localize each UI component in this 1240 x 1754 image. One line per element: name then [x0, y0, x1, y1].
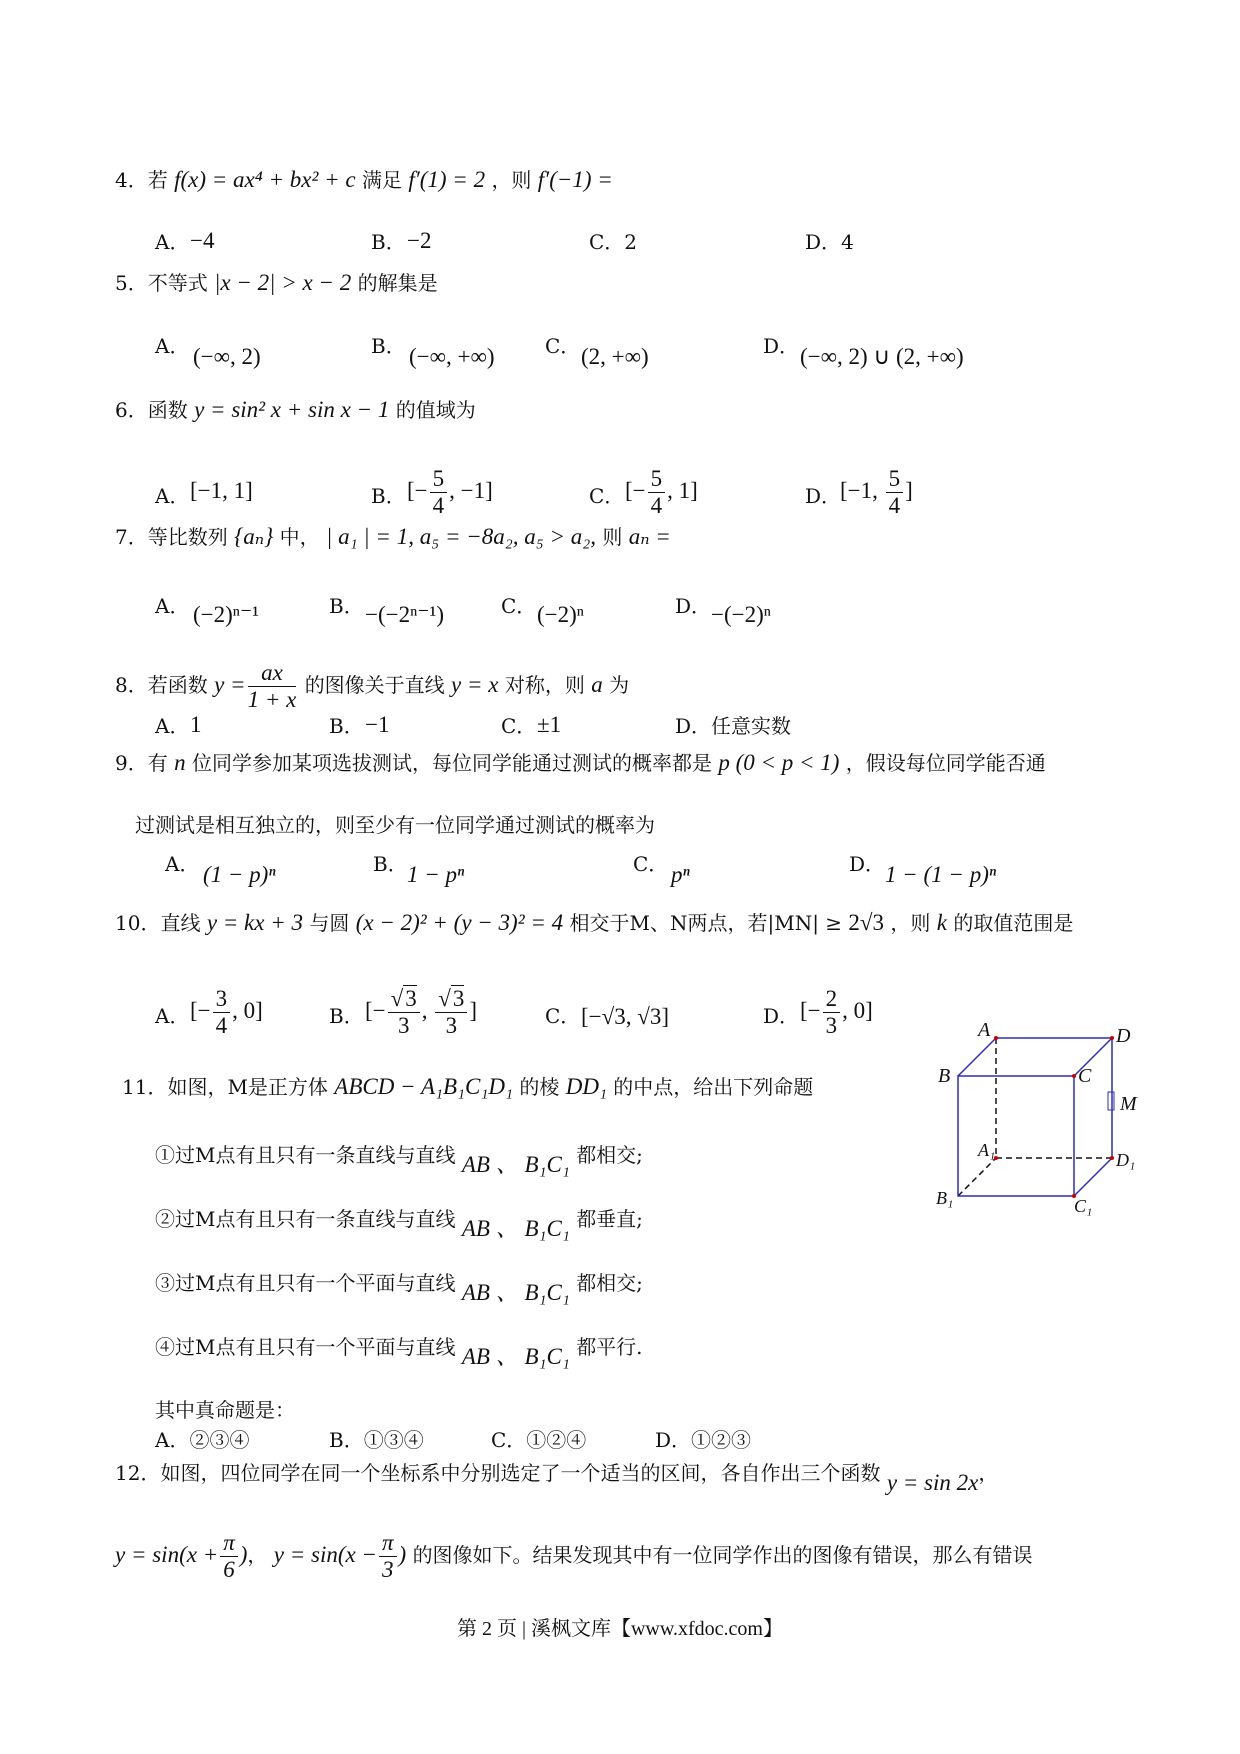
- q11-prop1-pre: ①过M点有且只有一条直线与直线: [155, 1143, 456, 1167]
- q11-prop3-post: 都相交;: [576, 1271, 643, 1295]
- q11-option-a: A．②③④: [155, 1428, 250, 1452]
- q6-option-a: [−1, 1]: [190, 478, 253, 503]
- q11-proposition-1: [155, 1136, 643, 1177]
- q4-text1: 满足: [361, 168, 402, 192]
- question-5: [115, 268, 438, 298]
- q6-option-b: [− $\frac{5}{4}$ , −1]: [407, 466, 493, 518]
- q11-prop2-lines: AB 、 B₁C₁: [461, 1216, 570, 1241]
- q11-prop3-pre: ③过M点有且只有一个平面与直线: [155, 1271, 456, 1295]
- q8-text1: 的图像关于直线: [304, 673, 445, 697]
- q11-prop1-lines: AB 、 B₁C₁: [461, 1152, 570, 1177]
- q8-text3: 为: [609, 673, 630, 697]
- q4-options: [155, 226, 1055, 266]
- q10-text2: 相交于M、N两点，若|MN| ≥: [569, 911, 843, 935]
- q11-proposition-2: [155, 1200, 643, 1241]
- q8-number: 8．若函数: [115, 673, 208, 697]
- label-A: A: [978, 1020, 991, 1041]
- q10-line: y = kx + 3: [206, 910, 303, 935]
- question-12-continued: [115, 1530, 1033, 1583]
- q7-sequence: {aₙ}: [234, 524, 274, 549]
- q8-function: y = $\frac{ax}{1 + x}$: [214, 660, 297, 713]
- question-6: [115, 395, 476, 425]
- q10-text1: 与圆: [309, 911, 350, 935]
- q10-option-b-label: B．: [329, 1004, 364, 1028]
- q11-cube: ABCD − A₁B₁C₁D₁: [334, 1074, 513, 1099]
- q7-number: 7．等比数列: [115, 525, 228, 549]
- question-11: [122, 1072, 813, 1102]
- q6-option-c: [− $\frac{5}{4}$ , 1]: [625, 466, 698, 518]
- q9-text3: 过测试是相互独立的，则至少有一位同学通过测试的概率为: [135, 813, 655, 837]
- q9-option-b: 1 − pⁿ: [407, 862, 465, 887]
- q9-options: [155, 848, 1055, 888]
- edge-BA: [958, 1038, 996, 1076]
- q10-option-a-label: A．: [155, 1004, 190, 1028]
- q8-text2: 对称，则: [504, 673, 585, 697]
- label-M: M: [1120, 1093, 1137, 1115]
- q11-prop4-lines: AB 、 B₁C₁: [461, 1344, 570, 1369]
- q7-option-c-label: C．: [501, 594, 537, 618]
- q11-proposition-3: [155, 1264, 643, 1305]
- question-4: [115, 165, 613, 195]
- question-10: [115, 908, 1073, 938]
- q6-option-a-label: A．: [155, 484, 190, 508]
- q11-proposition-4: [155, 1328, 643, 1369]
- question-9-continued: [135, 810, 655, 840]
- point-M-marker: [1108, 1092, 1114, 1110]
- label-D1: D₁: [1116, 1150, 1136, 1170]
- q5-option-a-label: A．: [155, 334, 190, 358]
- q6-text: 的值域为: [395, 398, 476, 422]
- q4-number: 4．若: [115, 168, 168, 192]
- q5-option-b: (−∞, +∞): [409, 344, 495, 369]
- q12-function-2: y = sin(x + $\frac{\pi}{6}$ ): [115, 1530, 248, 1583]
- q5-option-d-label: D．: [763, 334, 800, 358]
- q7-option-a: (−2)ⁿ⁻¹: [193, 602, 260, 627]
- q4-option-b-label: B．: [371, 230, 406, 254]
- q9-text1: 位同学参加某项选拔测试，每位同学能通过测试的概率都是: [191, 751, 712, 775]
- q5-options: [155, 330, 1055, 370]
- q10-text3: ，则: [890, 911, 931, 935]
- label-B: B: [938, 1065, 951, 1087]
- q8-variable: a: [591, 672, 603, 697]
- q4-option-b: −2: [407, 228, 432, 253]
- q9-text2: ，假设每位同学能否通: [845, 751, 1046, 775]
- q5-option-c: (2, +∞): [581, 344, 649, 369]
- label-C: C: [1078, 1065, 1092, 1087]
- q10-option-a: [− $\frac{3}{4}$ , 0]: [190, 986, 263, 1038]
- q8-line: y = x: [451, 672, 499, 697]
- question-7: [115, 522, 671, 552]
- q7-text2: 则: [602, 525, 623, 549]
- question-9: [115, 748, 1046, 778]
- q6-function: y = sin² x + sin x − 1: [194, 397, 390, 422]
- label-A1: A₁: [978, 1140, 996, 1160]
- q6-option-c-label: C．: [589, 484, 625, 508]
- q6-option-b-label: B．: [371, 484, 406, 508]
- q6-option-d: [−1, $\frac{5}{4}$ ]: [840, 466, 913, 518]
- q5-option-c-label: C．: [545, 334, 581, 358]
- q10-value: 2√3: [848, 910, 885, 935]
- q11-prop2-pre: ②过M点有且只有一条直线与直线: [155, 1207, 456, 1231]
- q8-option-b: −1: [365, 712, 390, 737]
- q7-ask: aₙ =: [628, 524, 671, 549]
- q10-options: [155, 986, 1055, 1050]
- q8-option-c-label: C．: [501, 714, 537, 738]
- q9-option-d-label: D．: [849, 852, 886, 876]
- q10-circle: (x − 2)² + (y − 3)² = 4: [355, 910, 564, 935]
- q7-text1: 中，: [279, 525, 320, 549]
- label-B1: B₁: [936, 1188, 954, 1208]
- q12-text-part1: 12．如图，四位同学在同一个坐标系中分别选定了一个适当的区间，各自作出三个函数: [115, 1461, 881, 1485]
- q10-option-b: [− $\frac{√3}{3}$ , $\frac{√3}{3}$ ]: [365, 986, 478, 1038]
- q11-option-d: D．①②③: [655, 1428, 752, 1452]
- q5-inequality: |x − 2| > x − 2: [214, 270, 352, 295]
- q4-option-a: −4: [190, 228, 215, 253]
- q10-option-d-label: D．: [763, 1004, 800, 1028]
- q7-condition: | a₁ | = 1, a₅ = −8a₂, a₅ > a₂,: [326, 524, 596, 549]
- q9-option-a: (1 − p)ⁿ: [203, 862, 276, 887]
- q7-option-a-label: A．: [155, 594, 190, 618]
- q8-option-a-label: A．: [155, 714, 190, 738]
- q6-option-d-label: D．: [805, 484, 842, 508]
- q4-text2: ，则: [491, 168, 532, 192]
- q4-option-a-label: A．: [155, 230, 190, 254]
- q4-function: f(x) = ax⁴ + bx² + c: [174, 167, 356, 192]
- q7-option-d: −(−2)ⁿ: [711, 602, 772, 627]
- q12-text-part2: 的图像如下。结果发现其中有一位同学作出的图像有错误，那么有错误: [412, 1543, 1033, 1567]
- q6-options: [155, 466, 1055, 530]
- q4-ask: f′(−1) =: [537, 167, 613, 192]
- q10-option-d: [− $\frac{2}{3}$ , 0]: [800, 986, 873, 1038]
- q12-function-3: y = sin(x − $\frac{\pi}{3}$ ): [273, 1530, 407, 1583]
- q8-option-b-label: B．: [329, 714, 364, 738]
- q9-probability: p (0 < p < 1): [718, 750, 840, 775]
- q4-option-c: C．2: [589, 230, 638, 254]
- vertex-D: [1110, 1036, 1114, 1040]
- label-C1: C₁: [1074, 1196, 1093, 1216]
- q5-option-b-label: B．: [371, 334, 406, 358]
- q11-prop1-post: 都相交;: [576, 1143, 643, 1167]
- label-D: D: [1116, 1025, 1131, 1047]
- q7-option-d-label: D．: [675, 594, 712, 618]
- vertex-D1: [1110, 1156, 1114, 1160]
- vertex-C: [1072, 1074, 1076, 1078]
- q10-text4: 的取值范围是: [953, 911, 1074, 935]
- q8-option-c: ±1: [537, 712, 562, 737]
- q11-prop4-post: 都平行.: [576, 1335, 643, 1359]
- q11-option-b: B．①③④: [329, 1428, 424, 1452]
- q11-number: 11．如图，M是正方体: [122, 1075, 328, 1099]
- q9-option-b-label: B．: [373, 852, 408, 876]
- q4-option-d: D．4: [805, 230, 854, 254]
- vertex-A: [994, 1036, 998, 1040]
- q10-k: k: [936, 910, 947, 935]
- q7-options: [155, 590, 1055, 630]
- q9-n: n: [174, 750, 186, 775]
- q9-number: 9．有: [115, 751, 168, 775]
- cube-diagram: [928, 1020, 1158, 1220]
- q9-option-c: pⁿ: [671, 862, 690, 887]
- q9-option-c-label: C．: [633, 852, 669, 876]
- q12-comma: ，: [978, 1461, 999, 1485]
- edge-C1D1: [1074, 1158, 1112, 1196]
- q5-number: 5．不等式: [115, 271, 208, 295]
- q6-number: 6．函数: [115, 398, 188, 422]
- page-footer: 第 2 页 | 溪枫文库【www.xfdoc.com】: [456, 1618, 783, 1640]
- q8-option-d: D．任意实数: [675, 714, 792, 738]
- q10-number: 10．直线: [115, 911, 201, 935]
- q5-option-a: (−∞, 2): [193, 344, 261, 369]
- q7-option-b-label: B．: [329, 594, 364, 618]
- q11-text2: 的中点，给出下列命题: [613, 1075, 814, 1099]
- q11-text1: 的棱: [519, 1075, 560, 1099]
- q11-option-c: C．①②④: [491, 1428, 587, 1452]
- q5-option-d: (−∞, 2) ∪ (2, +∞): [800, 344, 964, 369]
- q7-option-c: (−2)ⁿ: [537, 602, 585, 627]
- q12-separator: ，: [247, 1543, 268, 1567]
- q11-prop3-lines: AB 、 B₁C₁: [461, 1280, 570, 1305]
- q11-prop4-pre: ④过M点有且只有一个平面与直线: [155, 1335, 456, 1359]
- q9-option-a-label: A．: [165, 852, 200, 876]
- question-8: [115, 660, 629, 713]
- cube-figure: [928, 1020, 1158, 1220]
- q8-options: [155, 710, 1055, 750]
- q9-option-d: 1 − (1 − p)ⁿ: [885, 862, 997, 887]
- q10-option-c-label: C．: [545, 1004, 581, 1028]
- q12-function-1: y = sin 2x: [886, 1470, 979, 1495]
- q10-option-c: [−√3, √3]: [581, 1004, 670, 1029]
- q5-text: 的解集是: [357, 271, 438, 295]
- q11-edge: DD₁: [565, 1074, 607, 1099]
- q4-condition: f′(1) = 2: [408, 167, 486, 192]
- edge-B1A1-hidden: [958, 1158, 996, 1196]
- q11-true-label: 其中真命题是：: [155, 1398, 295, 1422]
- q7-option-b: −(−2ⁿ⁻¹): [365, 602, 445, 627]
- q11-prop2-post: 都垂直;: [576, 1207, 643, 1231]
- q8-option-a: 1: [190, 712, 202, 737]
- question-12: [115, 1458, 999, 1495]
